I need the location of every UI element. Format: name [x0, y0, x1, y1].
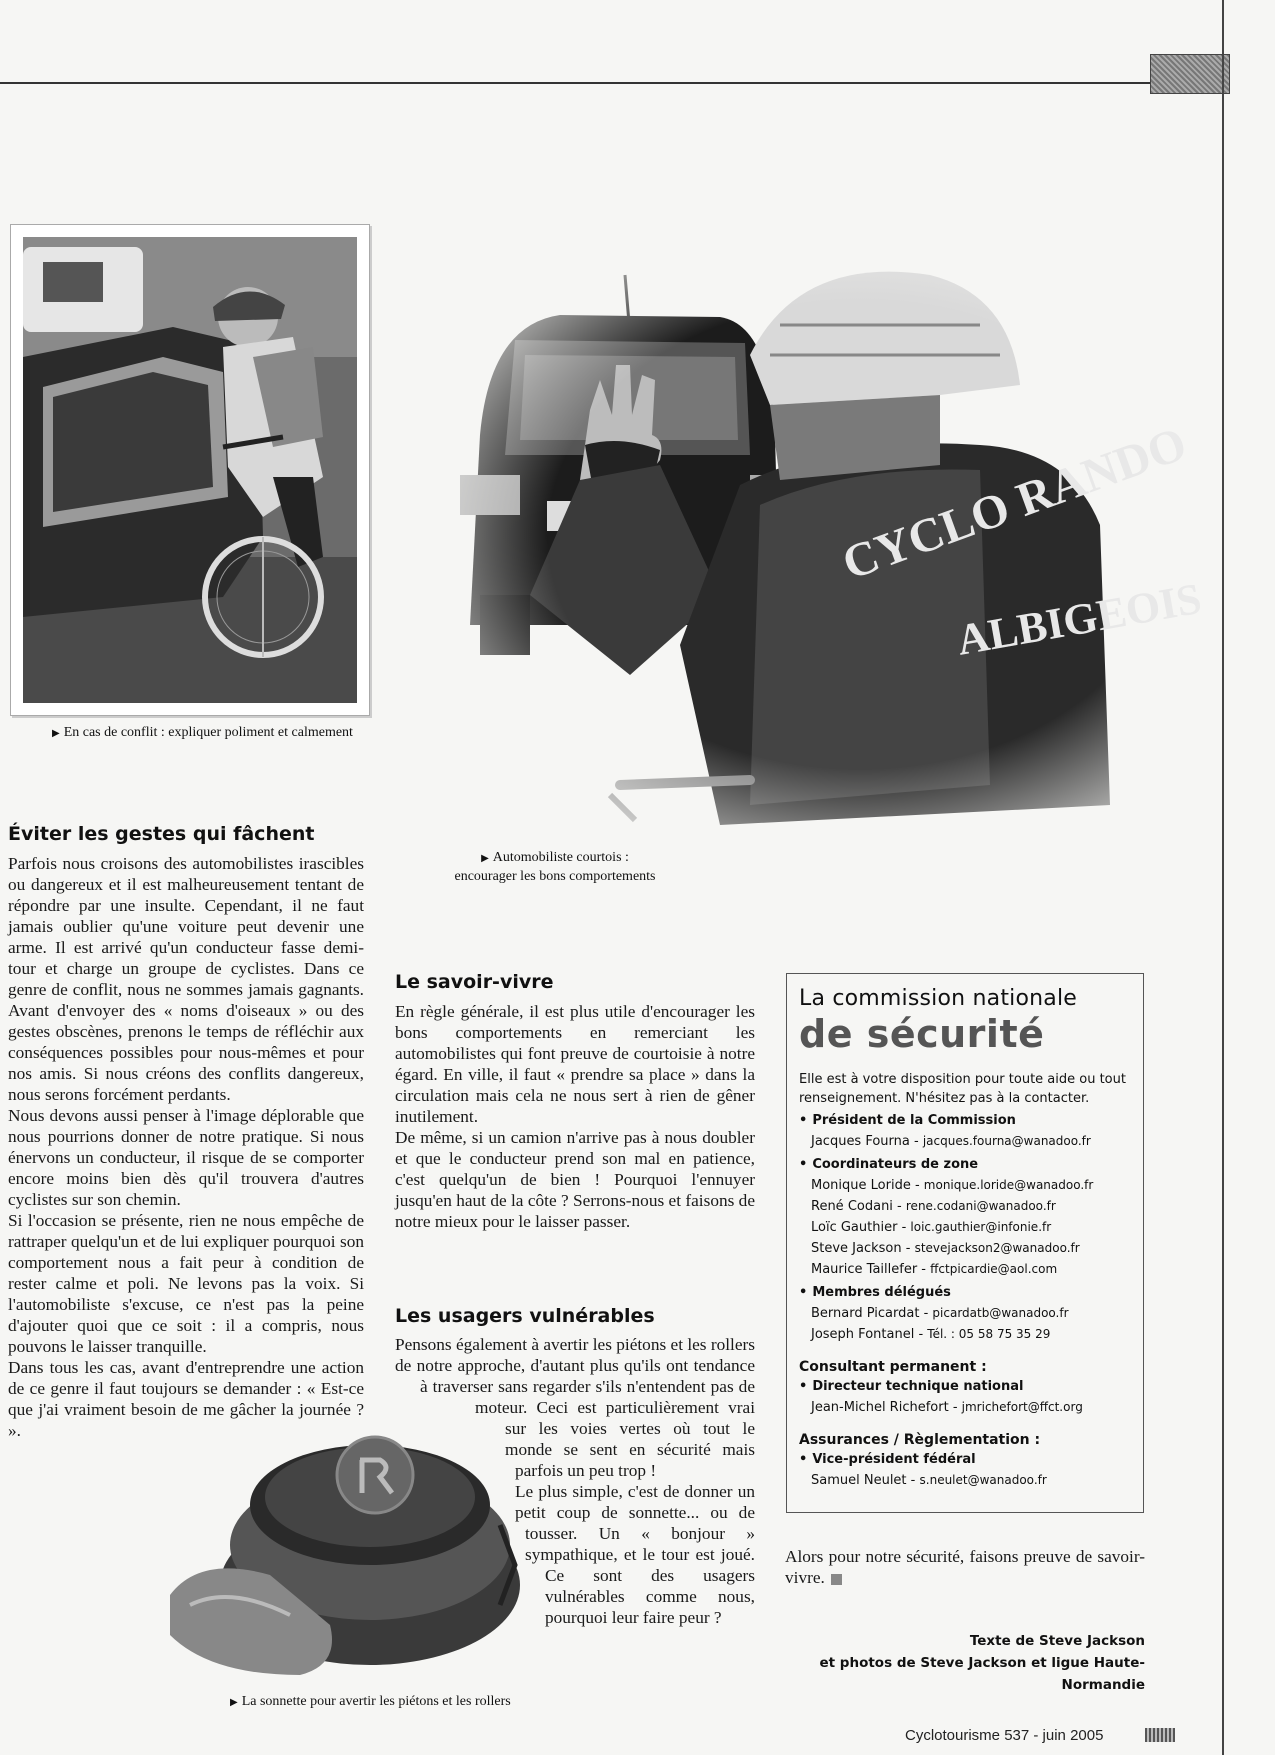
contact-entry: Steve Jackson - stevejackson2@wanadoo.fr — [811, 1241, 1080, 1256]
safety-commission-box — [786, 973, 1144, 1513]
role-coordinators: • Coordinateurs de zone — [799, 1157, 979, 1172]
role-dtn: • Directeur technique national — [799, 1379, 1024, 1394]
paragraph: Parfois nous croisons des automobilistes irascibles ou dangereux et il est malheureusement tentant de répondre par une insulte. Cependant, il ne faut jamais oublier qu'une voiture peut devenir une arme. Il est arrivé qu'un conducteur fasse demi-tour et charge un groupe de cyclistes. Dans ce genre de conflit, nous ne sommes jamais gagnants. Avant d'envoyer des « noms d'oiseaux » ou des gestes obscènes, prenons le temps de réfléchir aux conséquences possibles pour nous-mêmes et pour nos amis. Si nous créons des conflits dangereux, nous serons forcément perdants. — [8, 854, 364, 1104]
role-president: • Président de la Commission — [799, 1113, 1016, 1128]
contact-entry: Joseph Fontanel - Tél. : 05 58 75 35 29 — [811, 1327, 1051, 1342]
contact-entry: Monique Loride - monique.loride@wanadoo.fr — [811, 1178, 1094, 1193]
paragraph: Pensons également à avertir les piétons et les rollers de notre approche, d'autant plus qu'ils ont tendance à traverser sans regarder s'ils n'entendent pas de moteur. Ceci est particulièrement vrai sur les voies vertes où tout le monde se sent en sécurité mais parfois un peu trop ! — [395, 1335, 755, 1480]
box-title-line2: de sécurité — [799, 1012, 1045, 1056]
email-link[interactable]: jmrichefort@ffct.org — [961, 1400, 1083, 1414]
box-intro: Elle est à votre disposition pour toute aide ou tout renseignement. N'hésitez pas à la contacter. — [799, 1072, 1126, 1106]
credits: Texte de Steve Jackson et photos de Steve Jackson et ligue Haute-Normandie — [819, 1633, 1145, 1693]
contact-entry: Samuel Neulet - s.neulet@wanadoo.fr — [811, 1473, 1047, 1488]
heading-consultant: Consultant permanent : — [799, 1359, 987, 1375]
email-link[interactable]: monique.loride@wanadoo.fr — [923, 1178, 1094, 1192]
role-delegates: • Membres délégués — [799, 1285, 951, 1300]
photo-courteous-driver — [420, 265, 1220, 865]
photo-bell — [170, 1405, 540, 1695]
paragraph: Si l'occasion se présente, rien ne nous empêche de rattraper quelqu'un et de lui expliquer pourquoi son comportement nous a fait peur à condition de rester calme et poli. Ne levons pas la voix. Si l'automobiliste s'excuse, ce n'est pas la peine d'ajouter quoi que ce soit : il a compris, nous pouvons le laisser tranquille. — [8, 1211, 364, 1356]
paragraph: En règle générale, il est plus utile d'encourager les bons comportements en remerciant les automobilistes qui font preuve de courtoisie à notre égard. En ville, il faut « prendre sa place » dans la circulation mais cela ne nous sert à rien de gêner inutilement. — [395, 1002, 755, 1126]
contact-entry: Jacques Fourna - jacques.fourna@wanadoo.fr — [811, 1134, 1091, 1149]
corner-tab — [1150, 54, 1230, 94]
role-vice-president: • Vice-président fédéral — [799, 1452, 976, 1467]
heading-savoir-vivre: Le savoir-vivre — [395, 971, 554, 993]
email-link[interactable]: jacques.fourna@wanadoo.fr — [922, 1134, 1091, 1148]
paragraph: Nous devons aussi penser à l'image déplorable que nous pourrions donner de notre pratique. Si nous énervons un conducteur, il risque de se comporter encore moins bien dès qu'il trouvera d'autres cyclistes sur son chemin. — [8, 1106, 364, 1209]
end-mark-icon — [831, 1574, 842, 1585]
heading-avoid-gestures: Éviter les gestes qui fâchent — [8, 823, 315, 845]
heading-vulnerable-users: Les usagers vulnérables — [395, 1305, 655, 1327]
email-link[interactable]: picardatb@wanadoo.fr — [932, 1306, 1069, 1320]
paragraph: De même, si un camion n'arrive pas à nous doubler et que le conducteur prend son mal en patience, c'est quelqu'un de bien ! Pourquoi l'ennuyer jusqu'en haut de la côte ? Serrons-nous et faisons de notre mieux pour le laisser passer. — [395, 1128, 755, 1231]
phone-number: Tél. : 05 58 75 35 29 — [927, 1327, 1051, 1341]
page-footer: Cyclotourisme 537 - juin 2005 — [905, 1727, 1104, 1744]
column-savoir-vivre — [395, 1001, 755, 1232]
contact-entry: René Codani - rene.codani@wanadoo.fr — [811, 1199, 1056, 1214]
header-rule — [0, 82, 1225, 84]
heading-insurance: Assurances / Règlementation : — [799, 1432, 1041, 1448]
photo-conflict — [10, 224, 370, 716]
caption-conflict: ▶ En cas de conflit : expliquer poliment et calmement — [52, 725, 353, 740]
caption-courteous: ▶ Automobiliste courtois : encourager les bons comportements — [454, 850, 656, 884]
paragraph: Le plus simple, c'est de donner un petit coup de sonnette... ou de tousser. Un « bonjour » sympathique, et le tour est joué. Ce sont des usagers vulnérables comme nous, pourquoi leur faire peur ? — [515, 1482, 755, 1627]
email-link[interactable]: rene.codani@wanadoo.fr — [905, 1199, 1056, 1213]
email-link[interactable]: ffctpicardie@aol.com — [930, 1262, 1058, 1276]
email-link[interactable]: loic.gauthier@infonie.fr — [910, 1220, 1052, 1234]
column-conclusion — [785, 1546, 1145, 1588]
caption-arrow-icon: ▶ — [230, 1697, 238, 1708]
contact-entry: Maurice Taillefer - ffctpicardie@aol.com — [811, 1262, 1058, 1277]
contact-entry: Jean-Michel Richefort - jmrichefort@ffct.org — [811, 1400, 1083, 1415]
paragraph: Alors pour notre sécurité, faisons preuve de savoir-vivre. — [785, 1547, 1145, 1587]
paragraph: Dans tous les cas, avant d'entreprendre une action de ce genre il faut toujours se demander : « Est-ce que j'ai vraiment besoin de me gâcher la journée ? ». — [8, 1358, 364, 1440]
box-title-line1: La commission nationale — [799, 986, 1077, 1011]
caption-arrow-icon: ▶ — [52, 728, 60, 739]
caption-bell: ▶ La sonnette pour avertir les piétons et les rollers — [230, 1694, 511, 1709]
email-link[interactable]: s.neulet@wanadoo.fr — [919, 1473, 1047, 1487]
contact-entry: Loïc Gauthier - loic.gauthier@infonie.fr — [811, 1220, 1052, 1235]
footer-page-mark — [1145, 1728, 1175, 1742]
email-link[interactable]: stevejackson2@wanadoo.fr — [914, 1241, 1080, 1255]
page-edge-rule — [1222, 0, 1224, 1755]
contact-entry: Bernard Picardat - picardatb@wanadoo.fr — [811, 1306, 1069, 1321]
caption-arrow-icon: ▶ — [481, 853, 489, 864]
